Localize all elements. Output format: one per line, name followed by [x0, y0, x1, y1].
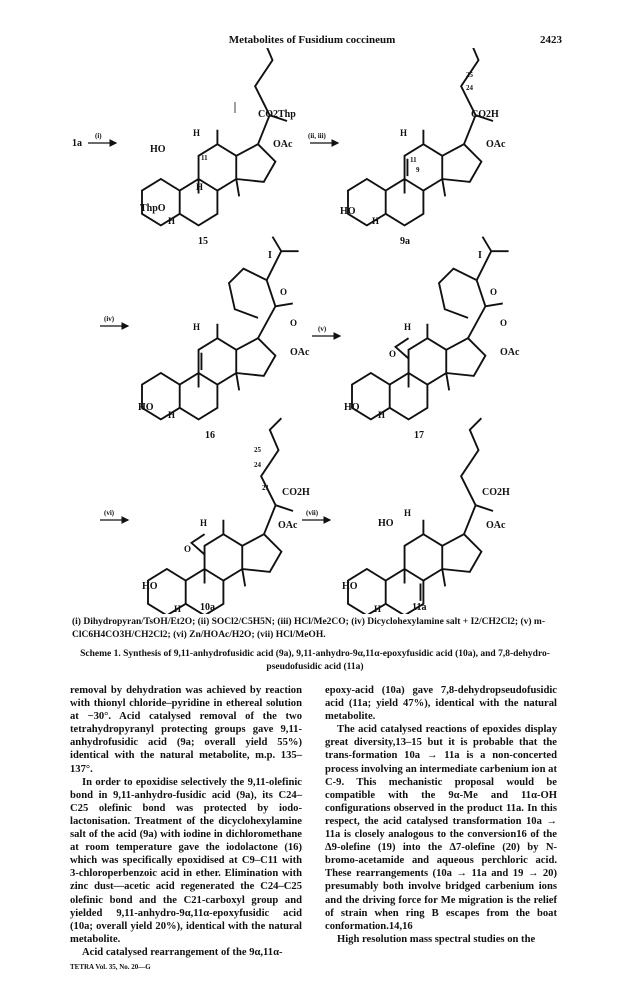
paragraph: Acid catalysed rearrangement of the 9α,11α-: [82, 946, 283, 958]
h-label-17: H: [404, 322, 412, 332]
iodo-label-17: I: [478, 250, 482, 261]
h-label-16: H: [193, 322, 201, 332]
reagent-label-i: (i): [95, 132, 102, 140]
co2thp-label: CO2Thp: [258, 109, 296, 120]
atom-number-11: 11: [201, 154, 208, 162]
compound-number-10a: 10a: [200, 602, 215, 613]
ho-label-17: HO: [344, 402, 360, 413]
scheme-title-caption: Scheme 1. Synthesis of 9,11-anhydrofusidic acid (9a), 9,11-anhydro-9α,11α-epoxyfusidic acid (10a), and 7,8-dehydro-pseudofusidic acid (11a): [80, 649, 550, 672]
ho-label-16: HO: [138, 402, 154, 413]
compound-number-16: 16: [205, 430, 215, 441]
ho-label-9a: HO: [340, 206, 356, 217]
iodo-label-16: I: [268, 250, 272, 261]
oac-label-9a: OAc: [486, 139, 506, 150]
compound-15-structure: [142, 48, 287, 225]
h-label-15b: H: [196, 182, 204, 192]
h-label-15: H: [193, 128, 201, 138]
start-compound-label: [72, 138, 82, 149]
paragraph: In order to epoxidise selectively the 9,11-olefinic bond in 9,11-anhydro-fusidic acid (9a), its C24–C25 olefinic bond was protected by iodo-lactonisation. Treatment of the dicyclohexylamine salt of the acid (9a) with iodine in dichloromethane at room temperature gave the iodolactone (16) which was specifically epoxidised at C9–C11 with 3-chloroperbenzoic acid in ether. Elimination with zinc dust—acetic acid regenerated the C24–C25 olefinic bond and the C21-carboxyl group and yielded 9,11-anhydro-9α,11α-epoxyfusidic acid (10a; overall yield 20%), identical with the natural metabolite.: [70, 776, 302, 945]
compound-number-17: 17: [414, 430, 424, 441]
compound-16-structure: [142, 237, 299, 420]
oac-label-16: OAc: [290, 347, 310, 358]
oac-label-15: OAc: [273, 139, 293, 150]
atom-number-11-9a: 11: [410, 156, 417, 164]
compound-number-9a: 9a: [400, 236, 410, 247]
ho-label-15: HO: [150, 144, 166, 155]
epoxide-o-label-10a: O: [184, 544, 192, 554]
thpo-label: ThpO: [140, 203, 166, 214]
h-label-16b: H: [168, 410, 176, 420]
paragraph: removal by dehydration was achieved by reaction with thionyl chloride–pyridine in ethereal solution at −30°. Acid catalysed removal of the two tetrahydropyranyl protecting groups gave 9,11-anhydrofusidic acid (9a; overall yield 55%) identical with the natural metabolite, m.p. 135–137°.: [70, 685, 302, 775]
atom-number-9-9a: 9: [416, 166, 420, 174]
o-label-17a: O: [490, 287, 498, 297]
left-column: [70, 684, 302, 959]
h-label-9a: H: [400, 128, 408, 138]
reaction-scheme: [0, 48, 624, 614]
o-label-16a: O: [280, 287, 288, 297]
reagent-label-ii-iii: (ii, iii): [308, 132, 326, 140]
paragraph: epoxy-acid (10a) gave 7,8-dehydropseudofusidic acid (11a; yield 47%), identical with the natural metabolite.: [325, 685, 557, 723]
start-compound-1a: 1a: [72, 138, 82, 149]
oac-label-10a: OAc: [278, 520, 298, 531]
h-label-11a-b: H: [374, 604, 382, 614]
h-label-11a: H: [404, 508, 412, 518]
oac-label-11a: OAc: [486, 520, 506, 531]
atom-number-21-10a: 21: [262, 484, 269, 492]
reagent-label-iv: (iv): [104, 315, 115, 323]
atom-number-24-10a: 24: [254, 461, 261, 469]
page-number: 2423: [540, 34, 562, 46]
ho-label-10a: HO: [142, 581, 158, 592]
epoxide-o-label-17: O: [389, 349, 397, 359]
o-label-17b: O: [500, 318, 508, 328]
reagent-label-vii: (vii): [306, 509, 319, 517]
atom-number-25-9a: 25: [466, 71, 473, 79]
co2h-label-10a: CO2H: [282, 487, 310, 498]
compound-number-11a: 11a: [412, 602, 427, 613]
compound-10a-structure: [148, 418, 293, 614]
scheme-reagents-caption: (i) Dihydropyran/TsOH/Et2O; (ii) SOCl2/C5H5N; (iii) HCl/Me2CO; (iv) Dicyclohexylamine salt + I2/CH2Cl2; (v) m-ClC6H4CO3H/CH2Cl2; (vi) Zn/HOAc/H2O; (vii) HCl/MeOH.: [72, 617, 545, 640]
h-label-17b: H: [378, 410, 386, 420]
right-column: [325, 684, 557, 946]
h-label-15c: H: [168, 216, 176, 226]
compound-number-15: 15: [198, 236, 208, 247]
atom-number-24-9a: 24: [466, 84, 473, 92]
co2h-label-11a: CO2H: [482, 487, 510, 498]
oac-label-17: OAc: [500, 347, 520, 358]
compound-11a-structure: [348, 418, 493, 614]
ho-label-11a: HO: [378, 518, 394, 529]
h-label-9a-b: H: [372, 216, 380, 226]
co2h-label-9a: CO2H: [471, 109, 499, 120]
reagent-label-vi: (vi): [104, 509, 115, 517]
reagent-label-v: (v): [318, 325, 327, 333]
h-label-10a: H: [200, 518, 208, 528]
paragraph: The acid catalysed reactions of epoxides display great diversity,13–15 but it is probable that the trans-formation 10a → 11a is a non-concerted process involving an intermediate carbenium ion at C-9. This mechanistic proposal would be compatible with the 9α-Me and 11α-OH configurations observed in the product 11a. In this respect, the acid catalysed transformation 10a → 11a is closely analogous to the conversion16 of the Δ9-olefine (19) into the Δ7-olefine (20) by N-bromo-acetamide and aqueous perchloric acid. These rearrangements (10a → 11a and 19 → 20) presumably both involve bridged carbenium ions and the driving force for Me migration is the relief of strain when ring B escapes from the boat conformation.14,16: [325, 724, 557, 932]
ho-label-11a-b: HO: [342, 581, 358, 592]
h-label-10a-b: H: [174, 604, 182, 614]
running-title: Metabolites of Fusidium coccineum: [228, 34, 396, 46]
compound-17-structure: [352, 237, 509, 420]
journal-footer: TETRA Vol. 35, No. 20—G: [70, 963, 151, 971]
o-label-16b: O: [290, 318, 298, 328]
atom-number-25-10a: 25: [254, 446, 261, 454]
paragraph: High resolution mass spectral studies on the: [337, 933, 536, 945]
